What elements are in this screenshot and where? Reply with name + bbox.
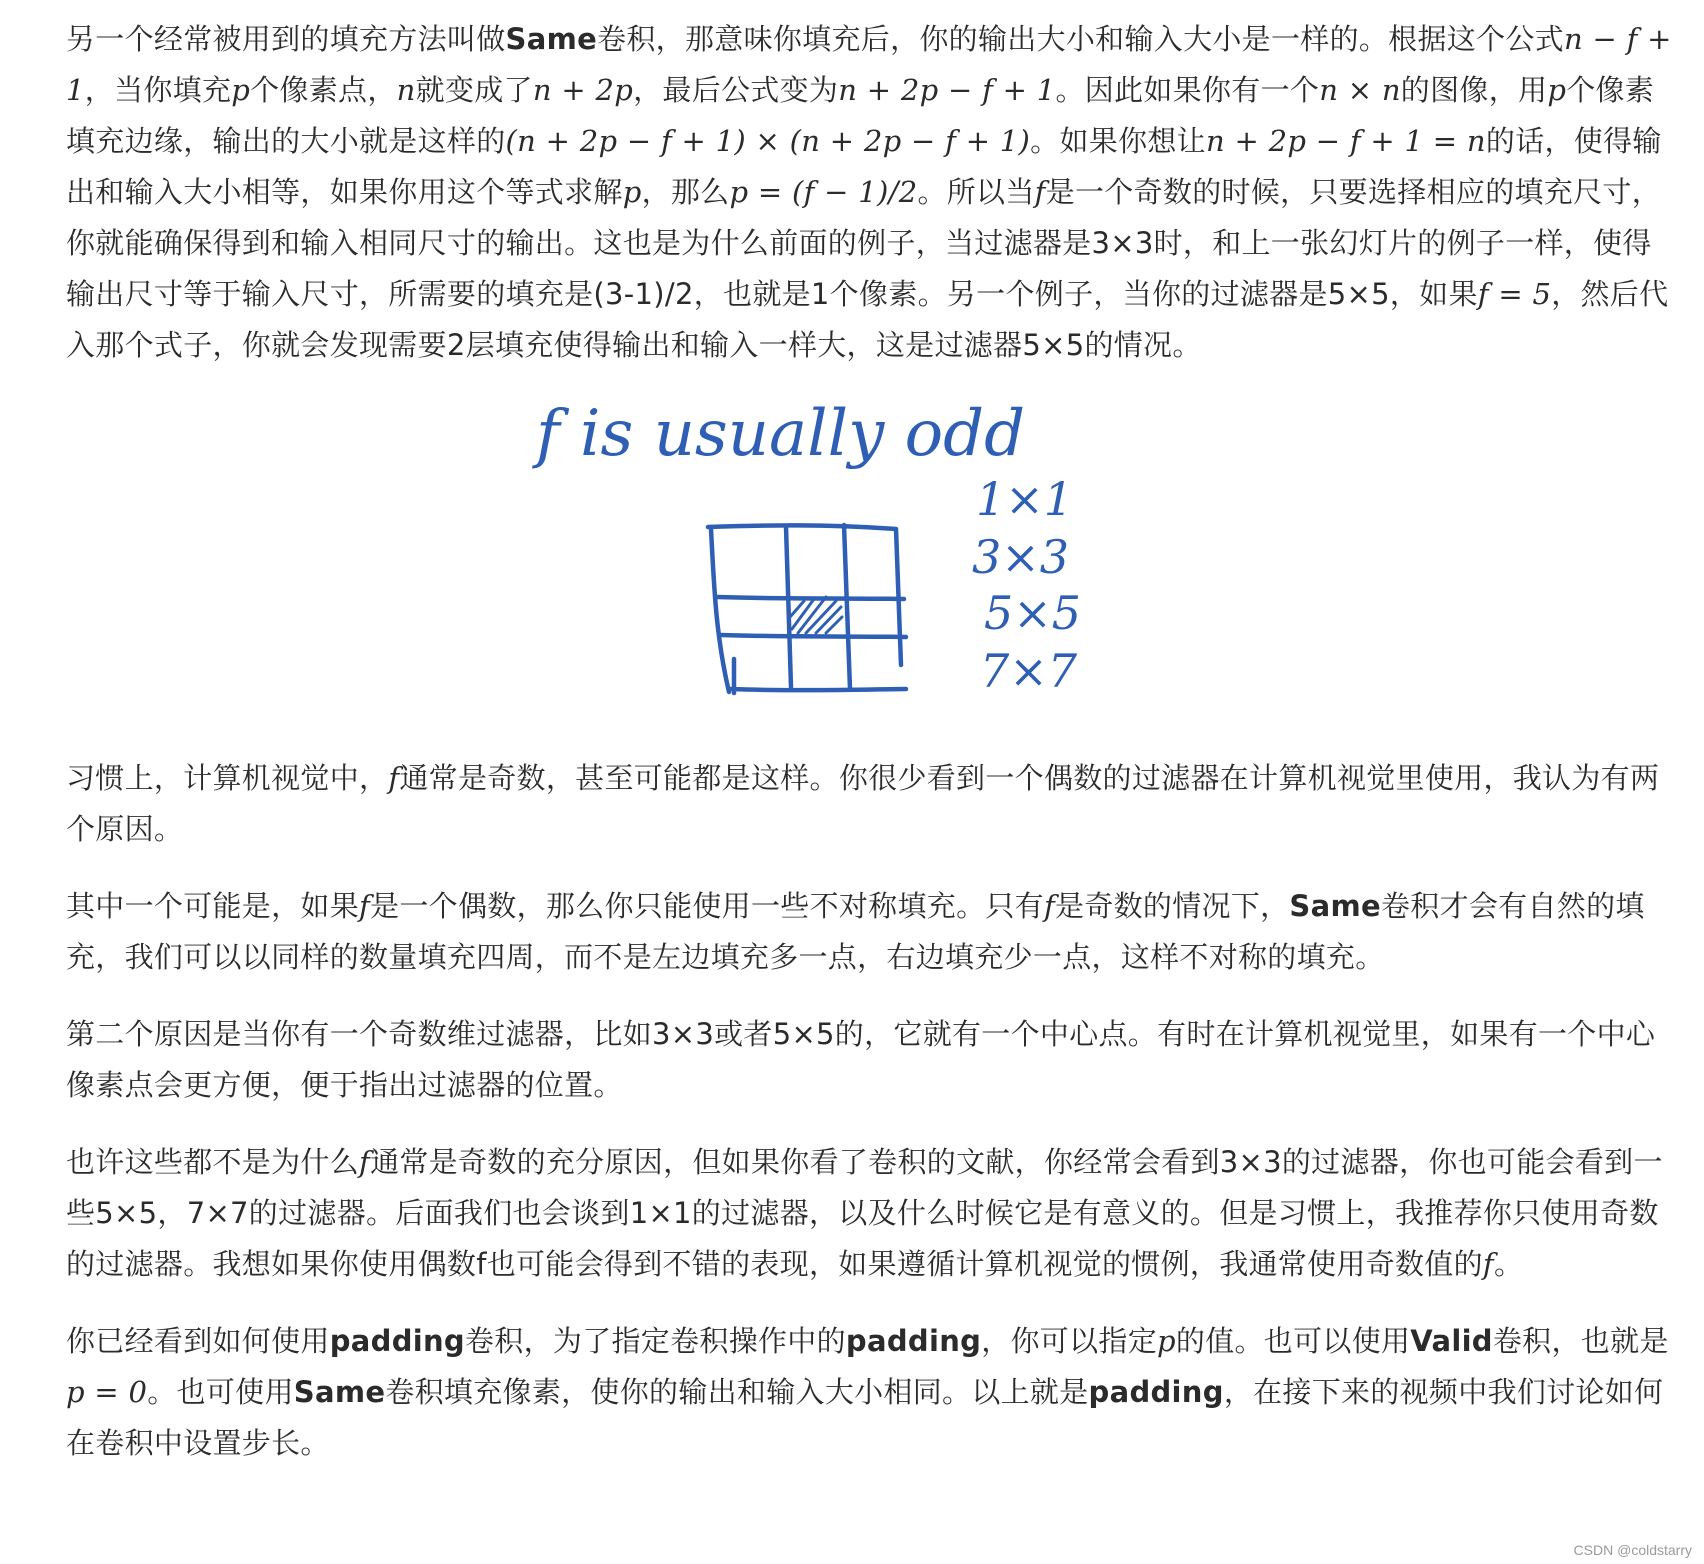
text: ，当你填充 [84,73,232,107]
text: 卷积填充像素，使你的输出和输入大小相同。以上就是 [385,1375,1089,1409]
paragraph-recommendation [66,1137,1676,1290]
paragraph-summary [66,1316,1676,1469]
text: 你已经看到如何使用 [66,1324,330,1358]
math-formula: f = 5 [1477,277,1552,311]
math-formula: n × n [1319,73,1401,107]
text: 。也可使用 [147,1375,294,1409]
csdn-watermark: CSDN @coldstarry [1573,1542,1692,1558]
text: ，那么 [641,175,730,209]
math-formula: n + 2p − f + 1 = n [1205,124,1486,158]
text: 个像素填充边缘，输出的大小就是这样的 [66,73,1655,158]
paragraph-padding-formula [66,14,1676,371]
math-p: p [622,175,642,209]
text: 另一个经常被用到的填充方法叫做 [66,22,506,56]
term-valid: Valid [1410,1324,1493,1358]
sketch-title: f is usually odd [536,397,1026,471]
math-n: n [396,73,416,107]
math-formula: n − f + 1 [66,22,1672,107]
text: 卷积，为了指定卷积操作中的 [465,1324,846,1358]
math-f: f [1482,1247,1494,1281]
text: 通常是奇数，甚至可能都是这样。你很少看到一个偶数的过滤器在计算机视觉里使用，我认为有两个原因。 [66,761,1660,846]
text: 。如果你想让 [1030,124,1206,158]
math-formula: (n + 2p − f + 1) × (n + 2p − f + 1) [505,124,1031,158]
term-same: Same [1289,889,1381,923]
text: 其中一个可能是，如果 [66,889,360,923]
text: 第二个原因是当你有一个奇数维过滤器，比如3×3或者5×5的，它就有一个中心点。有时在计算机视觉里，如果有一个中心像素点会更方便，便于指出过滤器的位置。 [66,1017,1656,1102]
text: ，最后公式变为 [633,73,839,107]
math-formula: p = 0 [66,1375,148,1409]
math-formula: n + 2p − f + 1 [838,73,1056,107]
math-f: f [359,889,371,923]
math-f: f [1043,889,1056,923]
text: 卷积，也就是 [1492,1324,1669,1358]
article-body [66,14,1676,1495]
term-padding: padding [1088,1375,1224,1409]
size-label: 1×1 [976,472,1074,526]
math-p: p [1157,1324,1176,1358]
text: 的图像，用 [1400,73,1548,107]
term-padding: padding [329,1324,465,1358]
text: ，然后代入那个式子，你就会发现需要2层填充使得输出和输入一样大，这是过滤器5×5的情况。 [66,277,1669,362]
text: 是一个奇数的时候，只要选择相应的填充尺寸，你就能确保得到和输入相同尺寸的输出。这也是为什么前面的例子，当过滤器是3×3时，和上一张幻灯片的例子一样，使得输出尺寸等于输入尺寸，所需要的填充是(3-1)/2，也就是1个像素。另一个例子，当你的过滤器是5×5，如果 [66,175,1662,311]
text: 。 [1493,1247,1524,1281]
text: 也许这些都不是为什么 [66,1145,360,1179]
text: 卷积，那意味你填充后，你的输出大小和输入大小是一样的。根据这个公式 [597,22,1564,56]
odd-sizes-list [972,472,1081,698]
math-formula: n + 2p [532,73,634,107]
text: 个像素点， [250,73,397,107]
text: 。因此如果你有一个 [1055,73,1320,107]
text: 就变成了 [415,73,533,107]
center-cell-hatch [790,597,842,633]
text: 是奇数的情况下， [1055,889,1290,923]
paragraph-reason-two [66,1009,1676,1111]
term-same: Same [505,22,598,56]
math-f: f [359,1145,371,1179]
text: 习惯上，计算机视觉中， [66,761,389,795]
size-label: 3×3 [972,530,1070,584]
math-formula: p = (f − 1)/2 [729,175,918,209]
term-same: Same [293,1375,386,1409]
math-f: f [388,761,400,795]
math-p: p [231,73,251,107]
text: 通常是奇数的充分原因，但如果你看了卷积的文献，你经常会看到3×3的过滤器，你也可能会看到一些5×5，7×7的过滤器。后面我们也会谈到1×1的过滤器，以及什么时候它是有意义的。但是习惯上，我推荐你只使用奇数的过滤器。我想如果你使用偶数f也可能会得到不错的表现，如果遵循计算机视觉的惯例，我通常使用奇数值的 [66,1145,1663,1281]
text: 卷积才会有自然的填充，我们可以以同样的数量填充四周，而不是左边填充多一点，右边填充少一点，这样不对称的填充。 [66,889,1645,974]
math-f: f [1034,175,1046,209]
text: 。所以当 [917,175,1035,209]
term-padding: padding [845,1324,982,1358]
text: 的值。也可以使用 [1175,1324,1411,1358]
text: 的话，使得输出和输入大小相等，如果你用这个等式求解 [66,124,1662,209]
size-label: 7×7 [980,644,1078,698]
paragraph-reason-one [66,881,1676,983]
text: 是一个偶数，那么你只能使用一些不对称填充。只有 [370,889,1044,923]
handwritten-sketch-image [66,397,1676,727]
paragraph-odd-convention [66,753,1676,855]
math-p: p [1547,73,1567,107]
text: ，在接下来的视频中我们讨论如何在卷积中设置步长。 [66,1375,1664,1460]
size-label: 5×5 [984,586,1082,640]
text: ，你可以指定 [981,1324,1158,1358]
